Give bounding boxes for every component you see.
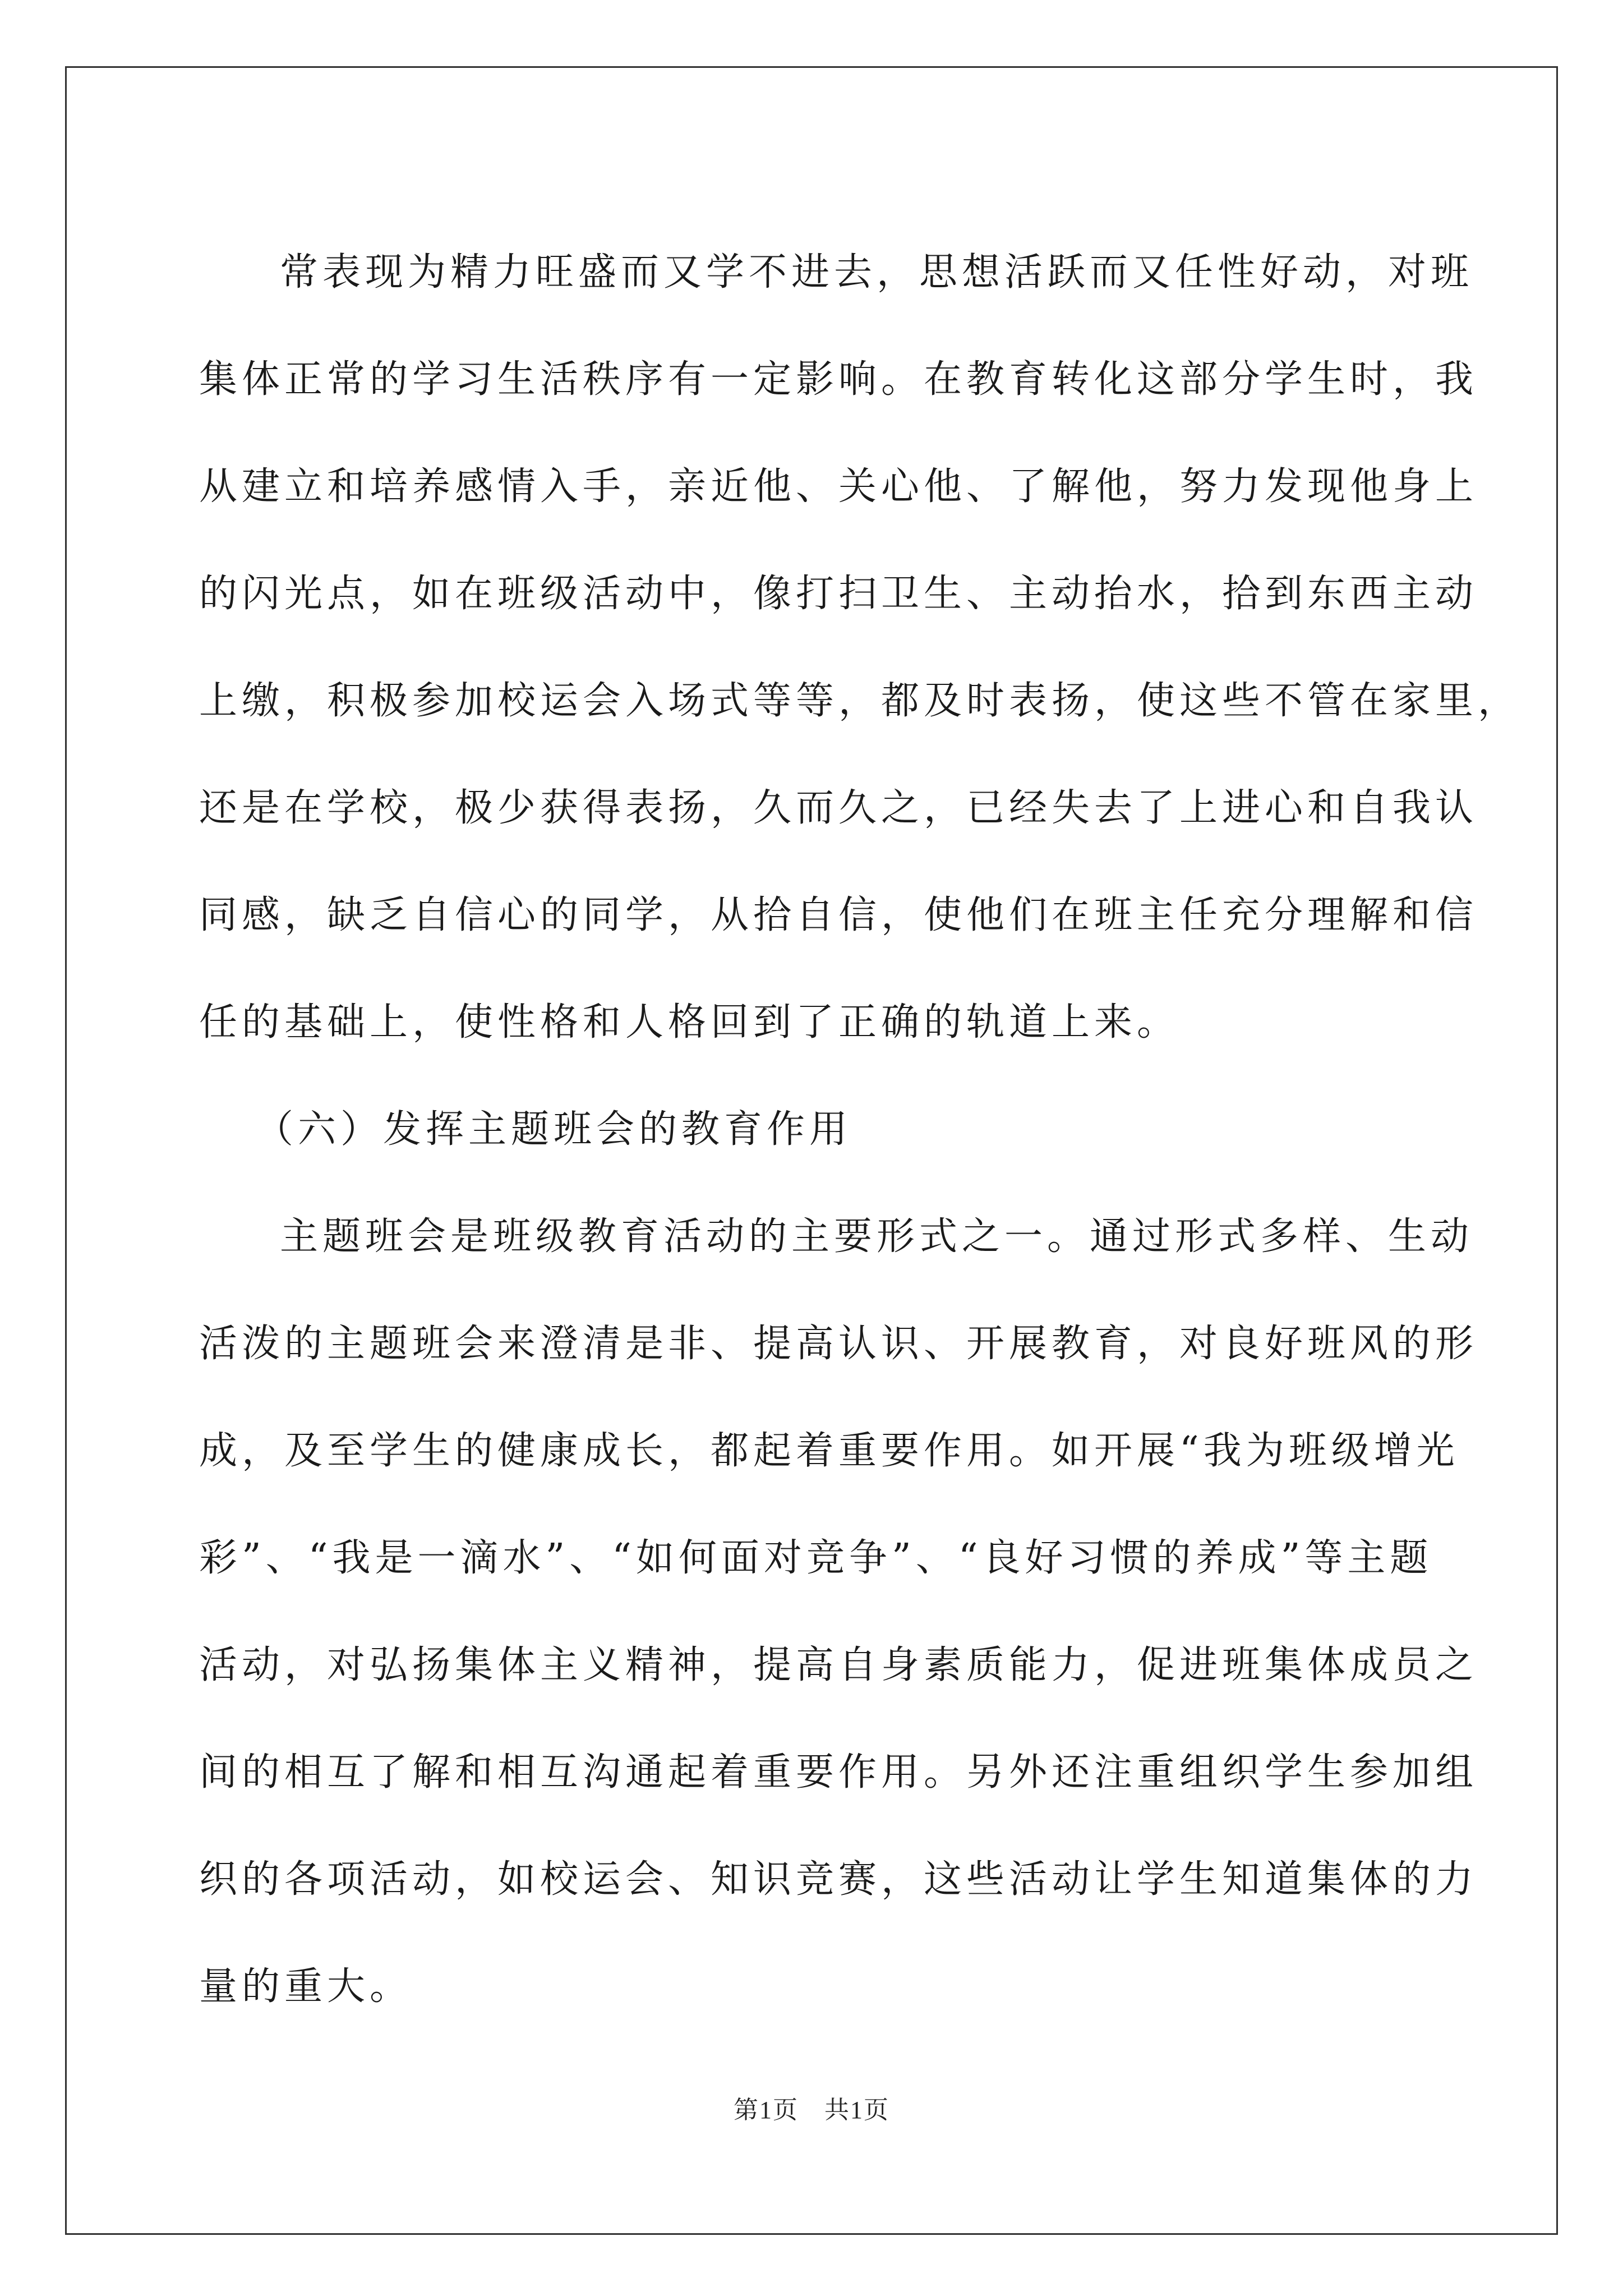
- text-line: 彩”、“我是一滴水”、“如何面对竞争”、“良好习惯的养成”等主题: [199, 1536, 1433, 1580]
- page-footer: [0, 2090, 1623, 2125]
- text-line: 从建立和培养感情入手，亲近他、关心他、了解他，努力发现他身上: [199, 464, 1478, 509]
- text-line: 间的相互了解和相互沟通起着重要作用。另外还注重组织学生参加组: [199, 1750, 1478, 1795]
- text-line: 常表现为精力旺盛而又学不进去，思想活跃而又任性好动，对班: [280, 250, 1474, 295]
- text-line: 活动，对弘扬集体主义精神，提高自身素质能力，促进班集体成员之: [199, 1643, 1478, 1687]
- document-body: [199, 219, 1521, 2040]
- text-line: 还是在学校，极少获得表扬，久而久之，已经失去了上进心和自我认: [199, 786, 1478, 830]
- heading-text: （六）发挥主题班会的教育作用: [255, 1107, 852, 1152]
- text-line: 集体正常的学习生活秩序有一定影响。在教育转化这部分学生时，我: [199, 357, 1478, 402]
- text-line: 成，及至学生的健康成长，都起着重要作用。如开展“我为班级增光: [199, 1429, 1459, 1473]
- text-line: 的闪光点，如在班级活动中，像打扫卫生、主动抬水，拾到东西主动: [199, 572, 1478, 616]
- page-number: 第1页 共1页: [734, 2096, 889, 2124]
- text-line: 同感，缺乏自信心的同学，从拾自信，使他们在班主任充分理解和信: [199, 893, 1478, 937]
- text-line: 主题班会是班级教育活动的主要形式之一。通过形式多样、生动: [280, 1214, 1474, 1259]
- text-line: 上缴，积极参加校运会入场式等等，都及时表扬，使这些不管在家里，: [199, 679, 1521, 723]
- text-line: 活泼的主题班会来澄清是非、提高认识、开展教育，对良好班风的形: [199, 1322, 1478, 1366]
- text-line: 任的基础上，使性格和人格回到了正确的轨道上来。: [199, 1000, 1180, 1045]
- section-heading: [199, 1076, 1427, 1183]
- paragraph-1: [199, 219, 1521, 1076]
- text-line: 织的各项活动，如校运会、知识竞赛，这些活动让学生知道集体的力: [199, 1857, 1478, 1902]
- text-line: 量的重大。: [199, 1964, 413, 2009]
- paragraph-2: [199, 1183, 1478, 2040]
